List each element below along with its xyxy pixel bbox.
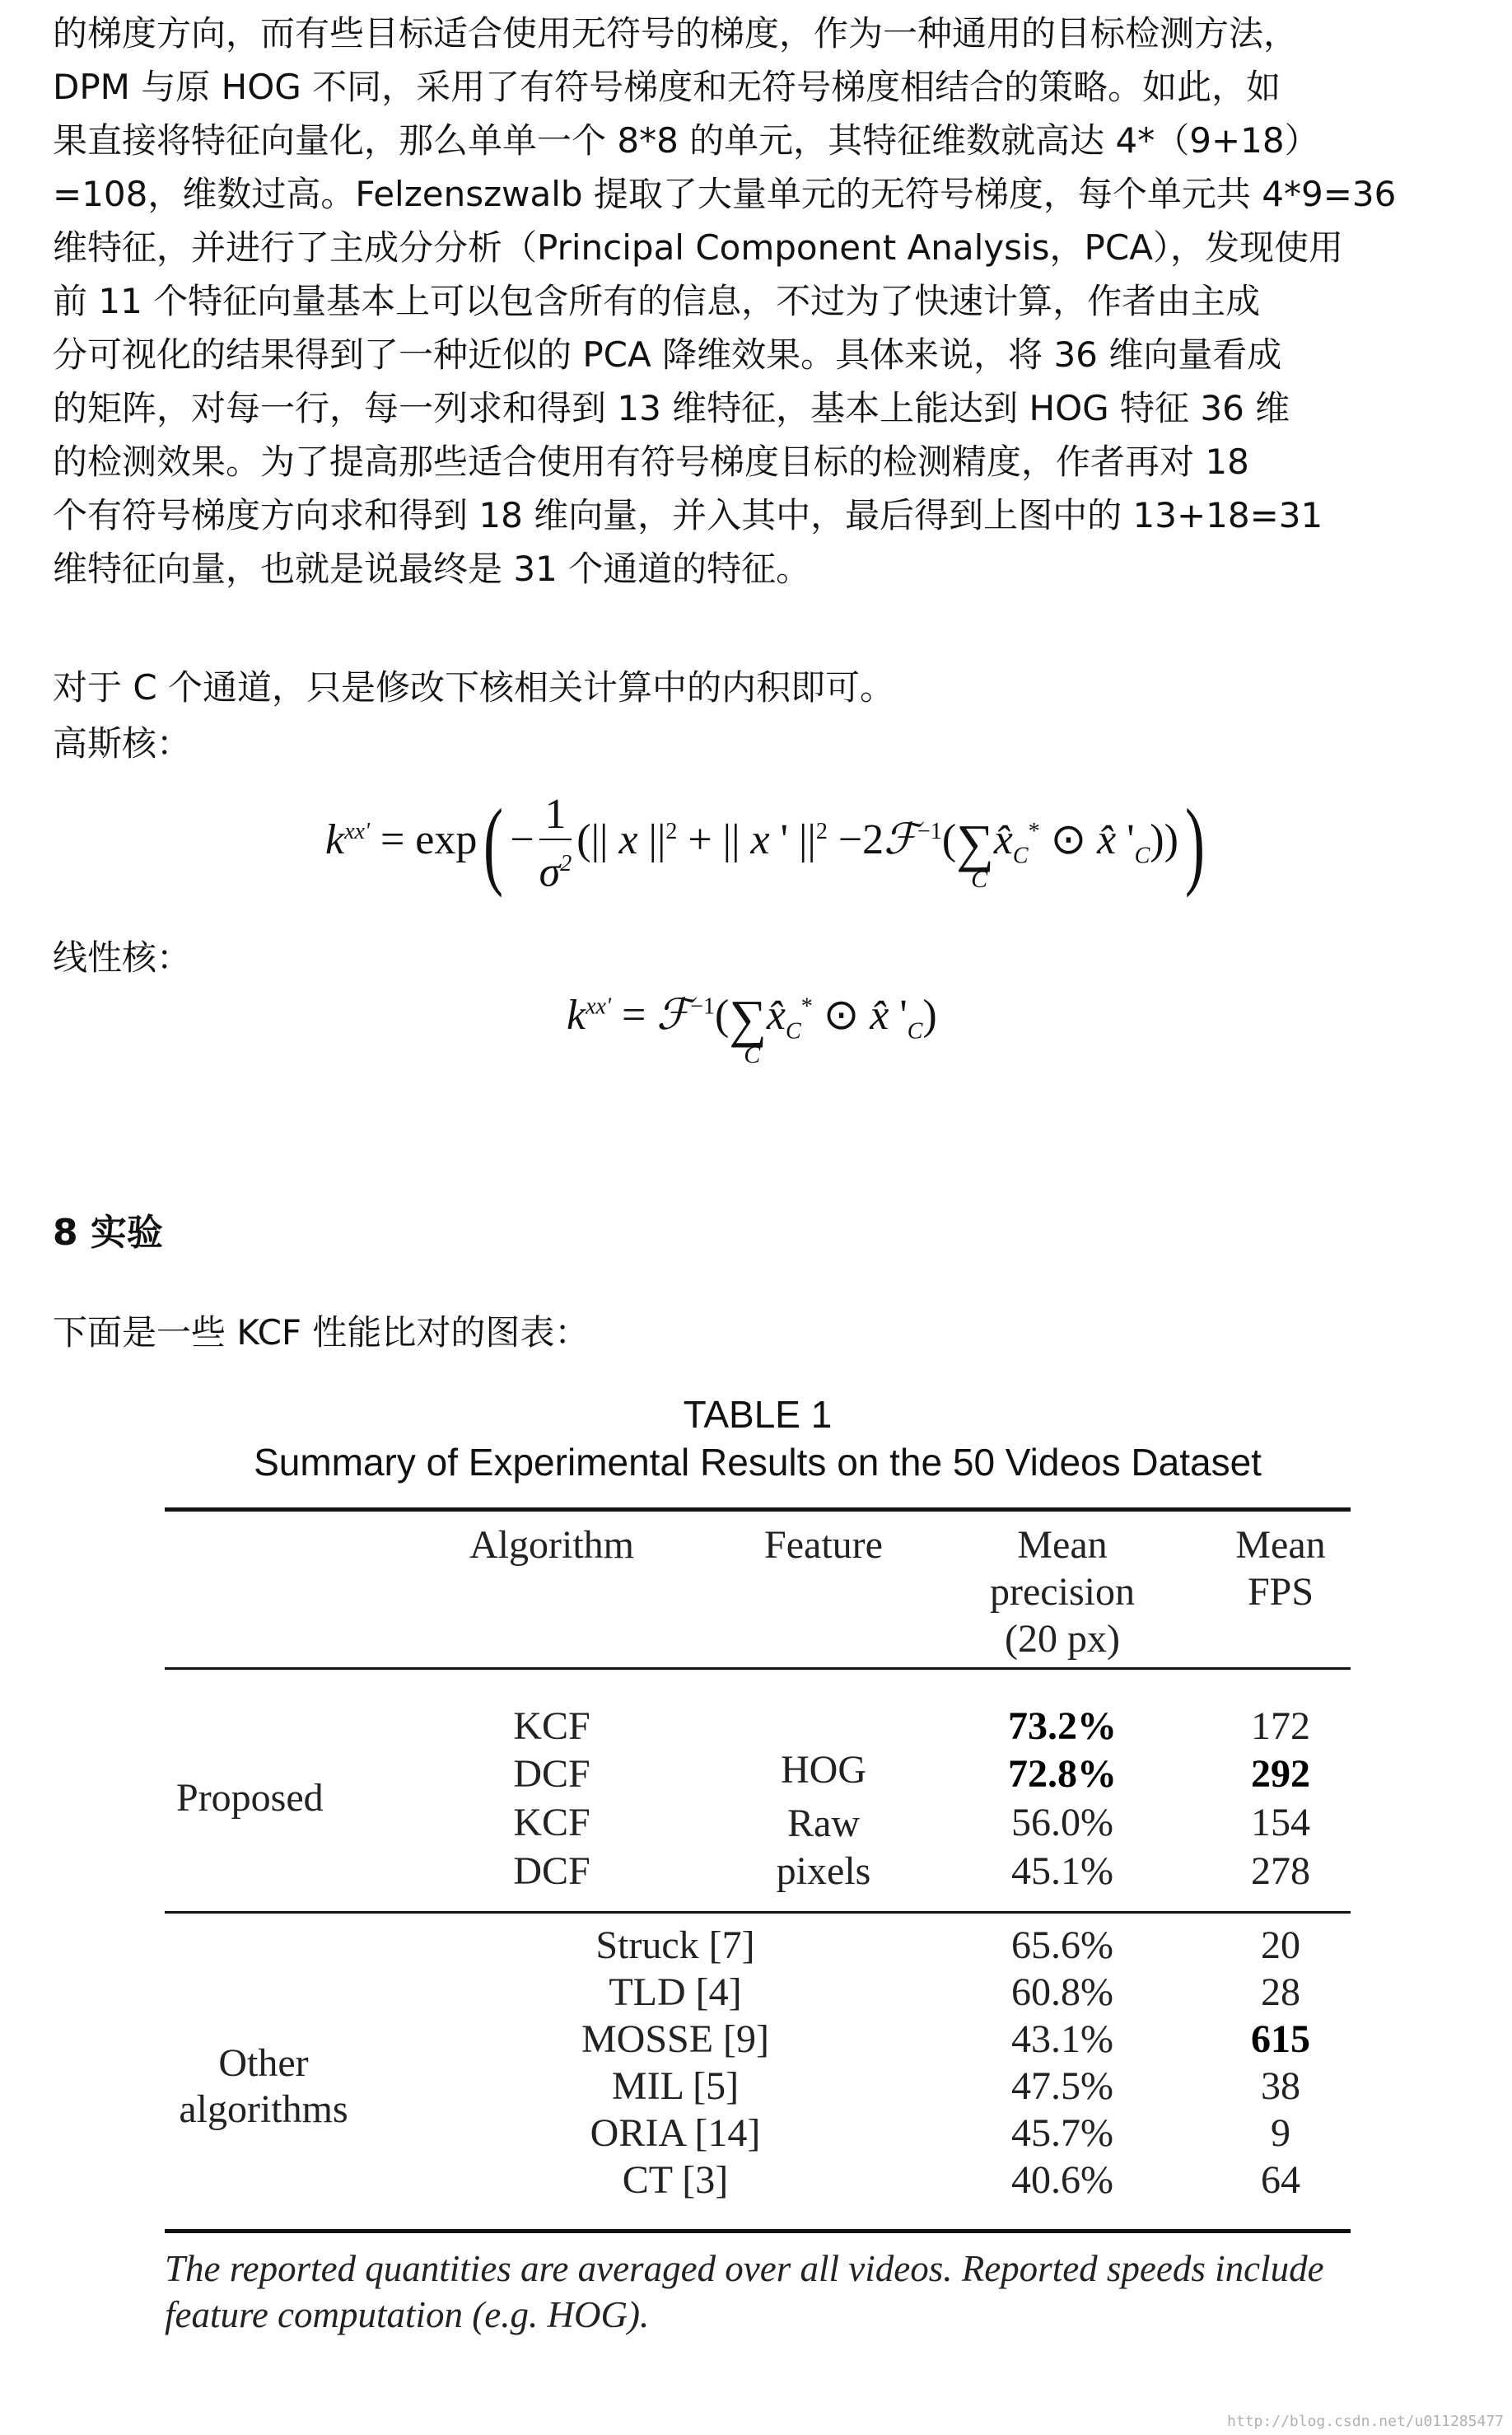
table-subtitle: Summary of Experimental Results on the 50 Videos Dataset [254,1441,1262,1484]
header-algorithm: Algorithm [469,1523,634,1567]
text-line: 果直接将特征向量化，那么单单一个 8*8 的单元，其特征维数就高达 4*（9+18） [53,120,1319,161]
feature-hog: HOG [781,1748,866,1792]
bottom-rule [165,2229,1351,2233]
text-line: 前 11 个特征向量基本上可以包含所有的信息，不过为了快速计算，作者由主成 [53,281,1261,321]
other-row-algorithm: MIL [5] [611,2064,740,2108]
gaussian-kernel-label: 高斯核： [53,723,192,764]
proposed-row-precision: 56.0% [1011,1801,1113,1844]
other-row-precision: 43.1% [1011,2017,1113,2061]
other-row-precision: 60.8% [1011,1970,1113,2014]
other-row-precision: 65.6% [1011,1923,1113,1967]
group-proposed: Proposed [176,1776,324,1820]
header-feature: Feature [764,1523,883,1567]
proposed-row-fps: 278 [1251,1849,1310,1893]
group-other-line1: Other [218,2041,309,2085]
proposed-row-algorithm: DCF [513,1752,590,1796]
other-row-algorithm: ORIA [14] [590,2111,761,2155]
text-line: 分可视化的结果得到了一种近似的 PCA 降维效果。具体来说，将 36 维向量看成 [53,334,1282,375]
header-fps-line1: Mean [1235,1523,1326,1567]
other-row-precision: 47.5% [1011,2064,1113,2108]
table-note [165,2246,1351,2338]
section-rule [165,1911,1351,1914]
header-precision-line2: precision [990,1570,1135,1614]
table-title: TABLE 1 [683,1393,833,1436]
other-row-algorithm: MOSSE [9] [581,2017,770,2061]
other-row-fps: 615 [1251,2017,1310,2061]
gaussian-kernel-formula: $k^{xx'} = \exp$( − $\frac{1}{\sigma^2}$ (|| x $||^2$ + || x ' $||^2$ −2ℱ$^{-1}$(∑ C $x̂_C^*$ ⊙ x̂ '$_C$))) [325,788,1205,899]
other-row-precision: 45.7% [1011,2111,1113,2155]
proposed-row-fps: 154 [1251,1801,1310,1844]
table-note-line: feature computation (e.g. HOG). [165,2294,650,2335]
intro-text: 下面是一些 KCF 性能比对的图表： [53,1312,590,1353]
proposed-row-algorithm: KCF [513,1704,590,1748]
other-row-fps: 20 [1261,1923,1300,1967]
header-rule [165,1667,1351,1670]
proposed-row-algorithm: KCF [513,1801,590,1844]
text-line: 的检测效果。为了提高那些适合使用有符号梯度目标的检测精度，作者再对 18 [53,442,1249,482]
other-row-fps: 9 [1271,2111,1290,2155]
other-row-algorithm: CT [3] [622,2158,729,2202]
linear-kernel-label: 线性核： [53,937,192,978]
text-line: 的梯度方向，而有些目标适合使用无符号的梯度，作为一种通用的目标检测方法， [53,13,1299,54]
text-line: 个有符号梯度方向求和得到 18 维向量，并入其中，最后得到上图中的 13+18=31 [53,495,1323,535]
group-other-line2: algorithms [179,2087,348,2131]
header-precision-line1: Mean [1017,1523,1108,1567]
other-row-fps: 28 [1261,1970,1300,2014]
feature-raw: Raw [787,1802,860,1845]
other-row-algorithm: Struck [7] [595,1923,755,1967]
other-row-precision: 40.6% [1011,2158,1113,2202]
proposed-row-precision: 73.2% [1008,1704,1117,1748]
other-row-fps: 38 [1261,2064,1300,2108]
text-line: 维特征向量，也就是说最终是 31 个通道的特征。 [53,549,811,589]
top-rule [165,1507,1351,1512]
text-line: 维特征，并进行了主成分分析（Principal Component Analysis，PCA），发现使用 [53,227,1343,268]
watermark: http://blog.csdn.net/u011285477 [1227,2413,1504,2430]
section-heading: 8 实验 [53,1212,163,1254]
proposed-row-algorithm: DCF [513,1849,590,1893]
header-precision-line3: (20 px) [1005,1617,1120,1661]
channel-note: 对于 C 个通道，只是修改下核相关计算中的内积即可。 [53,667,895,708]
proposed-row-precision: 45.1% [1011,1849,1113,1893]
table-note-line: The reported quantities are averaged over all videos. Reported speeds include [165,2248,1324,2289]
text-line: 的矩阵，对每一行，每一列求和得到 13 维特征，基本上能达到 HOG 特征 36 维 [53,388,1290,428]
other-row-algorithm: TLD [4] [609,1970,742,2014]
text-line: =108，维数过高。Felzenszwalb 提取了大量单元的无符号梯度，每个单元共 4*9=36 [53,174,1397,214]
linear-kernel-formula: $k^{xx'}$ = ℱ$^{-1}$(∑ C $x̂_C^*$ ⊙ x̂ '$_C$) [567,989,937,1068]
proposed-row-precision: 72.8% [1008,1752,1117,1796]
proposed-row-fps: 292 [1251,1752,1310,1796]
header-fps-line2: FPS [1247,1570,1314,1614]
other-row-fps: 64 [1261,2158,1300,2202]
feature-pixels: pixels [776,1849,871,1893]
text-line: DPM 与原 HOG 不同，采用了有符号梯度和无符号梯度相结合的策略。如此，如 [53,67,1281,107]
proposed-row-fps: 172 [1251,1704,1310,1748]
paragraph-pca [53,7,1466,596]
